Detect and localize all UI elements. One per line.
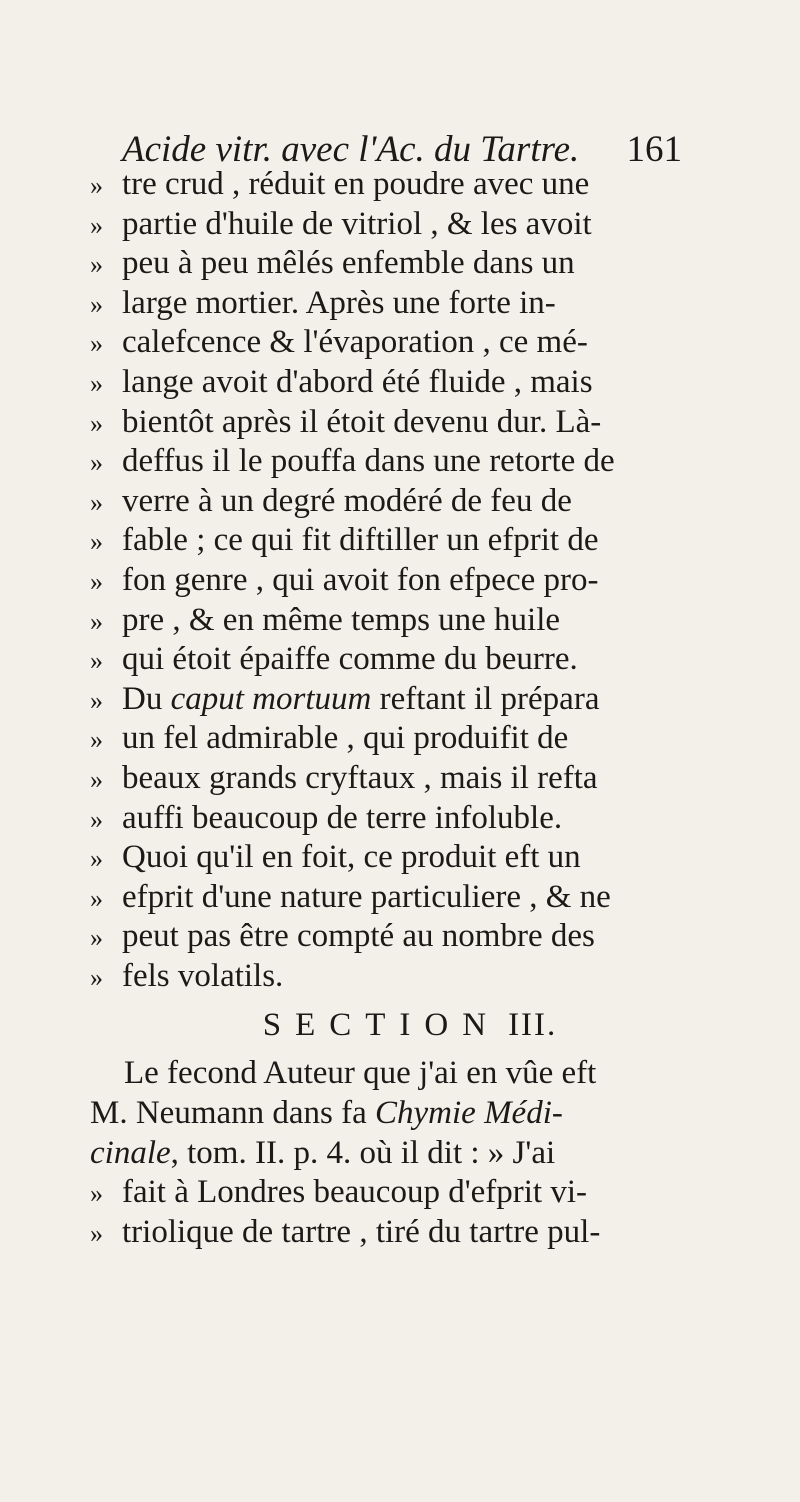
quote-mark: »	[90, 804, 103, 834]
text-line: » bientôt après il étoit devenu dur. Là-	[90, 403, 720, 443]
text-line: » beaux grands cryftaux , mais il refta	[90, 759, 720, 799]
text-line: » partie d'huile de vitriol , & les avoit	[90, 205, 720, 245]
text-line: » large mortier. Après une forte in-	[90, 284, 720, 324]
text-line: » pre , & en même temps une huile	[90, 601, 720, 641]
text-line: » verre à un degré modéré de feu de	[90, 482, 720, 522]
text-line: » Quoi qu'il en foit, ce produit eft un	[90, 838, 720, 878]
quote-mark: »	[90, 923, 103, 953]
running-header	[122, 128, 682, 168]
paragraph-line: M. Neumann dans fa Chymie Médi-	[90, 1095, 563, 1132]
quote-mark: »	[90, 487, 103, 517]
section-label: SECTION	[262, 1007, 501, 1044]
paragraph-line: Le fecond Auteur que j'ai en vûe eft	[124, 1055, 597, 1092]
text-line: » fon genre , qui avoit fon efpece pro-	[90, 561, 720, 601]
quote-mark: »	[90, 1218, 103, 1248]
quote-mark: »	[90, 368, 103, 398]
quote-mark: »	[90, 606, 103, 636]
quote-mark: »	[90, 962, 103, 992]
quote-mark: »	[90, 527, 103, 557]
quote-mark: »	[90, 448, 103, 478]
quote-mark: »	[90, 844, 103, 874]
quote-mark: »	[90, 685, 103, 715]
text-line: » deffus il le pouffa dans une retorte de	[90, 442, 720, 482]
text-line: » tre crud , réduit en poudre avec une	[90, 165, 720, 205]
quote-mark: »	[90, 646, 103, 676]
book-title-cont: cinale	[90, 1134, 171, 1171]
text-line: » peut pas être compté au nombre des	[90, 917, 720, 957]
text-line: » un fel admirable , qui produifit de	[90, 719, 720, 759]
quote-mark: »	[90, 883, 103, 913]
text-line: » calefcence & l'évaporation , ce mé-	[90, 323, 720, 363]
page-number: 161	[626, 129, 682, 170]
quote-mark: »	[90, 725, 103, 755]
text-line: » auffi beaucoup de terre infoluble.	[90, 799, 720, 839]
text-body	[90, 165, 720, 1252]
quote-mark: »	[90, 1179, 103, 1209]
text-line: » qui étoit épaiffe comme du beurre.	[90, 640, 720, 680]
quote-mark: »	[90, 764, 103, 794]
text-line: » fable ; ce qui fit diftiller un efprit de	[90, 521, 720, 561]
latin-phrase: caput mortuum	[170, 680, 372, 717]
text-line: » Du caput mortuum reftant il prépara	[90, 680, 720, 720]
text-line: » peu à peu mêlés enfemble dans un	[90, 244, 720, 284]
text-line: » lange avoit d'abord été fluide , mais	[90, 363, 720, 403]
text-line: » fels volatils.	[90, 957, 720, 997]
text-line: » efprit d'une nature particuliere , & ne	[90, 878, 720, 918]
section-numeral: III.	[508, 1007, 558, 1044]
paragraph-line: » fait à Londres beaucoup d'efprit vi-	[90, 1173, 720, 1213]
running-title: Acide vitr. avec l'Ac. du Tartre.	[122, 129, 580, 170]
quote-mark: »	[90, 210, 103, 240]
paragraph-line: » triolique de tartre , tiré du tartre pul-	[90, 1213, 720, 1253]
quote-mark: »	[90, 250, 103, 280]
quote-mark: »	[90, 566, 103, 596]
book-title: Chymie Médi-	[375, 1095, 563, 1132]
quote-mark: »	[90, 329, 103, 359]
quote-mark: »	[90, 408, 103, 438]
quote-mark: »	[90, 289, 103, 319]
quote-mark: »	[90, 171, 103, 200]
section-heading	[90, 996, 720, 1054]
paragraph-line: cinale, tom. II. p. 4. où il dit : » J'ai	[90, 1134, 556, 1171]
